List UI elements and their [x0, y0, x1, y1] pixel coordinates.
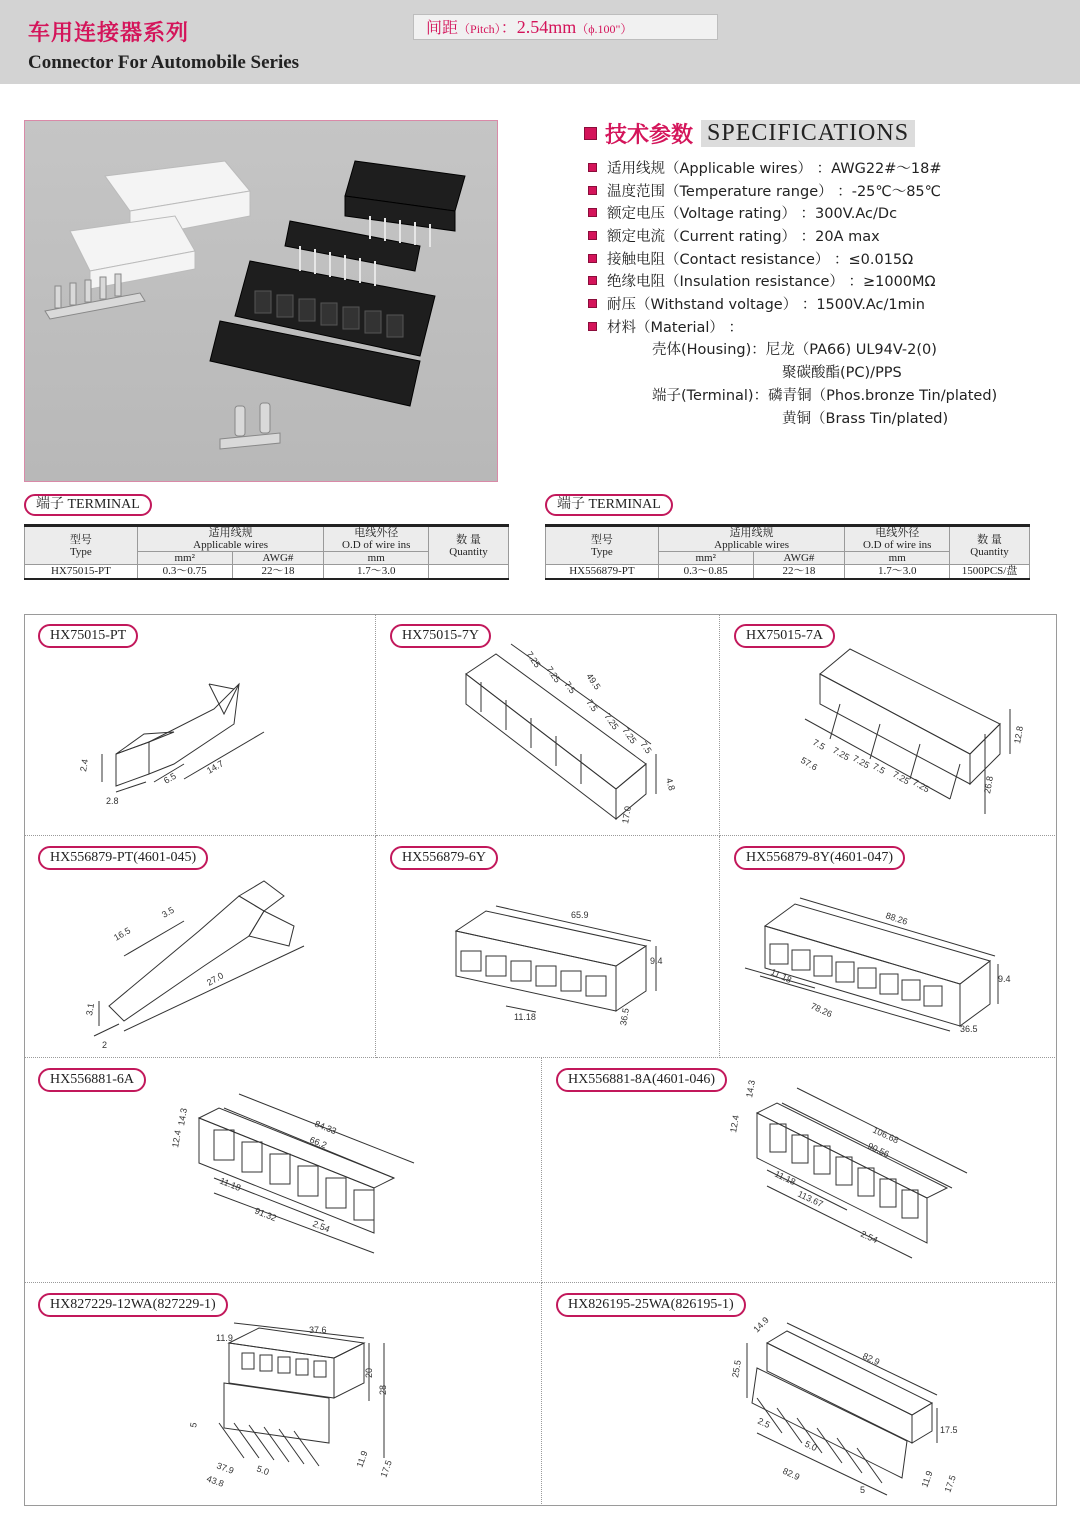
th-type: 型号 Type — [25, 526, 138, 565]
drawing-label: HX75015-PT — [38, 624, 138, 648]
dim-text: 14.3 — [176, 1107, 190, 1127]
th-type: 型号 Type — [546, 526, 659, 565]
housing-drawing — [720, 836, 1057, 1058]
th-wire: 适用线规 Applicable wires — [658, 526, 845, 552]
dim-text: 12.8 — [1012, 725, 1026, 745]
dim-text: 26.8 — [982, 775, 996, 795]
th-awg: AWG# — [753, 552, 845, 565]
cell-mm2: 0.3～0.85 — [658, 565, 753, 579]
drawing-cell — [542, 1058, 1057, 1283]
spec-text: 温度范围（Temperature range） ：-25℃～85℃ — [607, 183, 941, 200]
th-mm: mm — [324, 552, 429, 565]
bullet-square-icon — [588, 299, 597, 308]
terminal-material-2: 黄铜（Brass Tin/plated) — [782, 411, 949, 427]
bullet-square-icon — [588, 163, 597, 172]
header-drawing — [542, 1283, 1057, 1506]
dim-text: 11.18 — [514, 1012, 536, 1022]
bullet-square-icon — [588, 276, 597, 285]
dim-text: 12.4 — [728, 1114, 742, 1134]
header-drawing — [542, 1058, 1057, 1283]
dim-text: 5 — [860, 1485, 866, 1495]
dim-text: 14.9 — [751, 1314, 771, 1335]
dim-text: 84.33 — [313, 1118, 338, 1137]
drawing-label: HX75015-7A — [734, 624, 835, 648]
spec-title-en: SPECIFICATIONS — [701, 120, 915, 147]
spec-title-cn: 技术参数 — [605, 123, 694, 148]
product-photo-illustration — [25, 121, 498, 482]
dim-text: 66.2 — [308, 1134, 329, 1151]
th-mm2: mm² — [137, 552, 232, 565]
spec-row — [588, 201, 942, 224]
spec-text: 额定电流（Current rating） ：20A max — [607, 228, 880, 245]
bullet-square-icon — [584, 127, 597, 140]
spec-list — [588, 156, 942, 338]
dim-text: 88.26 — [884, 910, 909, 927]
dim-text: 11.9 — [354, 1449, 370, 1469]
dim-text: 28 — [378, 1384, 388, 1395]
pitch-value: 2.54mm — [516, 17, 577, 37]
cell-qty — [429, 565, 509, 579]
dim-text: 7.5 — [638, 739, 654, 756]
dim-text: 106.68 — [871, 1124, 901, 1146]
drawing-label: HX556879-PT(4601-045) — [38, 846, 208, 870]
header-drawing — [24, 1283, 542, 1506]
dim-text: 2 — [102, 1040, 108, 1050]
dim-text: 11.18 — [218, 1175, 243, 1194]
cell-mm2: 0.3～0.75 — [137, 565, 232, 579]
drawing-cell — [376, 836, 720, 1058]
dim-text: 7.25 — [524, 649, 543, 670]
th-od: 电线外径 O.D of wire ins — [845, 526, 950, 552]
dim-text: 36.5 — [960, 1024, 978, 1034]
spec-row — [588, 315, 942, 338]
cell-type: HX75015-PT — [25, 565, 138, 579]
dim-text: 17.5 — [378, 1458, 394, 1479]
drawing-cell — [720, 836, 1057, 1058]
housing-label: 壳体(Housing)： — [652, 342, 766, 358]
terminal-label: 端子(Terminal)： — [652, 388, 769, 404]
pitch-en: （Pitch） — [458, 22, 501, 36]
spec-text: 额定电压（Voltage rating） ：300V.Ac/Dc — [607, 206, 898, 223]
dim-text: 36.5 — [618, 1007, 632, 1027]
drawing-label: HX75015-7Y — [390, 624, 491, 648]
bullet-square-icon — [588, 186, 597, 195]
dim-text: 11.9 — [919, 1469, 935, 1489]
dim-text: 65.9 — [571, 910, 589, 920]
th-od: 电线外径 O.D of wire ins — [324, 526, 429, 552]
dim-text: 2.54 — [859, 1228, 880, 1246]
dim-text: 9.4 — [998, 974, 1011, 984]
dim-text: 25.5 — [730, 1359, 744, 1379]
dim-text: 20 — [364, 1367, 374, 1378]
dim-text: 11.9 — [216, 1333, 233, 1343]
drawing-cell — [24, 614, 376, 836]
drawing-cell — [24, 1283, 542, 1506]
dim-text: 43.8 — [205, 1473, 226, 1489]
dim-text: 82.9 — [781, 1465, 802, 1483]
drawing-cell — [542, 1283, 1057, 1506]
dim-text: 2.4 — [78, 758, 91, 773]
drawing-cell — [720, 614, 1057, 836]
spec-text: 材料（Material） ： — [607, 319, 744, 336]
dim-text: 7.5 — [584, 697, 600, 714]
dim-text: 14.7 — [205, 758, 226, 776]
drawing-cell — [376, 614, 720, 836]
dim-text: 9.4 — [650, 956, 663, 966]
dim-text: 2.54 — [311, 1218, 332, 1235]
dim-text: 7.5 — [811, 737, 827, 752]
drawing-label: HX826195-25WA(826195-1) — [556, 1293, 746, 1317]
dim-text: 5.0 — [803, 1438, 819, 1454]
drawing-cell — [24, 836, 376, 1058]
drawing-label: HX827229-12WA(827229-1) — [38, 1293, 228, 1317]
dim-text: 7.25 — [891, 769, 912, 787]
housing-material-1: 尼龙（PA66) UL94V-2(0) — [765, 342, 937, 358]
dim-text: 11.18 — [773, 1168, 798, 1188]
spec-row — [588, 179, 942, 202]
dim-text: 7.25 — [620, 725, 639, 746]
bullet-square-icon — [588, 254, 597, 263]
dim-text: 57.6 — [799, 755, 820, 773]
dim-text: 82.9 — [861, 1350, 882, 1368]
terminal-tag: 端子 TERMINAL — [24, 494, 152, 516]
pitch-box — [413, 14, 718, 40]
terminal-table — [24, 524, 509, 580]
spec-row — [588, 247, 942, 270]
drawing-label: HX556881-6A — [38, 1068, 146, 1092]
terminal-row — [652, 384, 997, 405]
drawing-label: HX556879-8Y(4601-047) — [734, 846, 905, 870]
housing-drawing — [376, 614, 720, 836]
drawing-cell — [24, 1058, 542, 1283]
dim-text: 7.25 — [851, 753, 872, 771]
spec-text: 绝缘电阻（Insulation resistance） ：≥1000MΩ — [607, 274, 936, 291]
drawing-label: HX556879-6Y — [390, 846, 498, 870]
cell-od: 1.7～3.0 — [845, 565, 950, 579]
cell-od: 1.7～3.0 — [324, 565, 429, 579]
dim-text: 7.25 — [602, 711, 621, 732]
dim-text: 2.5 — [756, 1415, 772, 1431]
dim-text: 7.25 — [831, 745, 852, 763]
bullet-square-icon — [588, 231, 597, 240]
dim-text: 27.0 — [205, 970, 226, 988]
housing-row — [652, 338, 937, 359]
title-cn: 车用连接器系列 — [28, 21, 190, 46]
spec-text: 耐压（Withstand voltage） ：1500V.Ac/1min — [607, 296, 925, 313]
spec-text: 接触电阻（Contact resistance） ：≤0.015Ω — [607, 251, 914, 268]
terminal-material-1: 磷青铜（Phos.bronze Tin/plated) — [768, 388, 998, 404]
pitch-label: 间距 — [426, 20, 459, 37]
housing-drawing — [376, 836, 720, 1058]
bullet-square-icon — [588, 208, 597, 217]
header-drawing — [24, 1058, 542, 1283]
dim-text: 4.8 — [664, 776, 677, 792]
dim-text: 17.5 — [940, 1425, 958, 1435]
pitch-inch: （ϕ.100"） — [576, 22, 633, 36]
product-photo — [24, 120, 498, 482]
cell-awg: 22～18 — [753, 565, 845, 579]
cell-type: HX556879-PT — [546, 565, 659, 579]
spec-row — [588, 292, 942, 315]
dim-text: 3.5 — [160, 904, 176, 920]
terminal-drawing — [24, 836, 376, 1058]
terminal-tag: 端子 TERMINAL — [545, 494, 673, 516]
dim-text: 37.9 — [215, 1460, 236, 1476]
title-en: Connector For Automobile Series — [28, 52, 300, 73]
dim-text: 7.5 — [562, 679, 578, 696]
housing-material-2: 聚碳酸酯(PC)/PPS — [782, 365, 902, 381]
dim-text: 7.25 — [544, 664, 563, 685]
page-header — [0, 0, 1080, 84]
spec-row — [588, 224, 942, 247]
dim-text: 113.67 — [796, 1188, 825, 1210]
dim-text: 2.8 — [106, 796, 119, 806]
dim-text: 11.18 — [769, 966, 794, 986]
th-awg: AWG# — [232, 552, 324, 565]
th-mm: mm — [845, 552, 950, 565]
dim-text: 5 — [188, 1421, 199, 1429]
spec-row — [588, 156, 942, 179]
dim-text: 16.5 — [112, 925, 133, 943]
pitch-colon: ： — [500, 20, 517, 37]
dim-text: 17.0 — [620, 805, 634, 825]
dim-text: 37.6 — [309, 1325, 327, 1335]
dim-text: 91.32 — [253, 1205, 278, 1224]
dim-text: 17.5 — [942, 1473, 958, 1494]
dim-text: 6.5 — [162, 770, 178, 786]
dim-text: 3.1 — [84, 1002, 97, 1017]
drawing-label: HX556881-8A(4601-046) — [556, 1068, 727, 1092]
spec-row — [588, 269, 942, 292]
dim-text: 14.3 — [744, 1079, 758, 1099]
dim-text: 7.25 — [911, 777, 932, 795]
th-qty: 数 量 Quantity — [950, 526, 1030, 565]
th-mm2: mm² — [658, 552, 753, 565]
dim-text: 7.5 — [871, 761, 887, 776]
spec-heading — [584, 118, 915, 149]
cell-qty: 1500PCS/盘 — [950, 565, 1030, 579]
th-qty: 数 量 Quantity — [429, 526, 509, 565]
bullet-square-icon — [588, 322, 597, 331]
dim-text: 49.5 — [584, 671, 603, 692]
terminal-drawing — [24, 614, 376, 836]
terminal-table — [545, 524, 1030, 580]
dim-text: 90.56 — [866, 1140, 891, 1160]
spec-text: 适用线规（Applicable wires） ：AWG22#～18# — [607, 160, 942, 177]
dim-text: 12.4 — [170, 1129, 184, 1149]
cell-awg: 22～18 — [232, 565, 324, 579]
dim-text: 78.26 — [809, 1000, 834, 1020]
th-wire: 适用线规 Applicable wires — [137, 526, 324, 552]
dim-text: 5.0 — [255, 1463, 271, 1478]
housing-drawing — [720, 614, 1057, 836]
